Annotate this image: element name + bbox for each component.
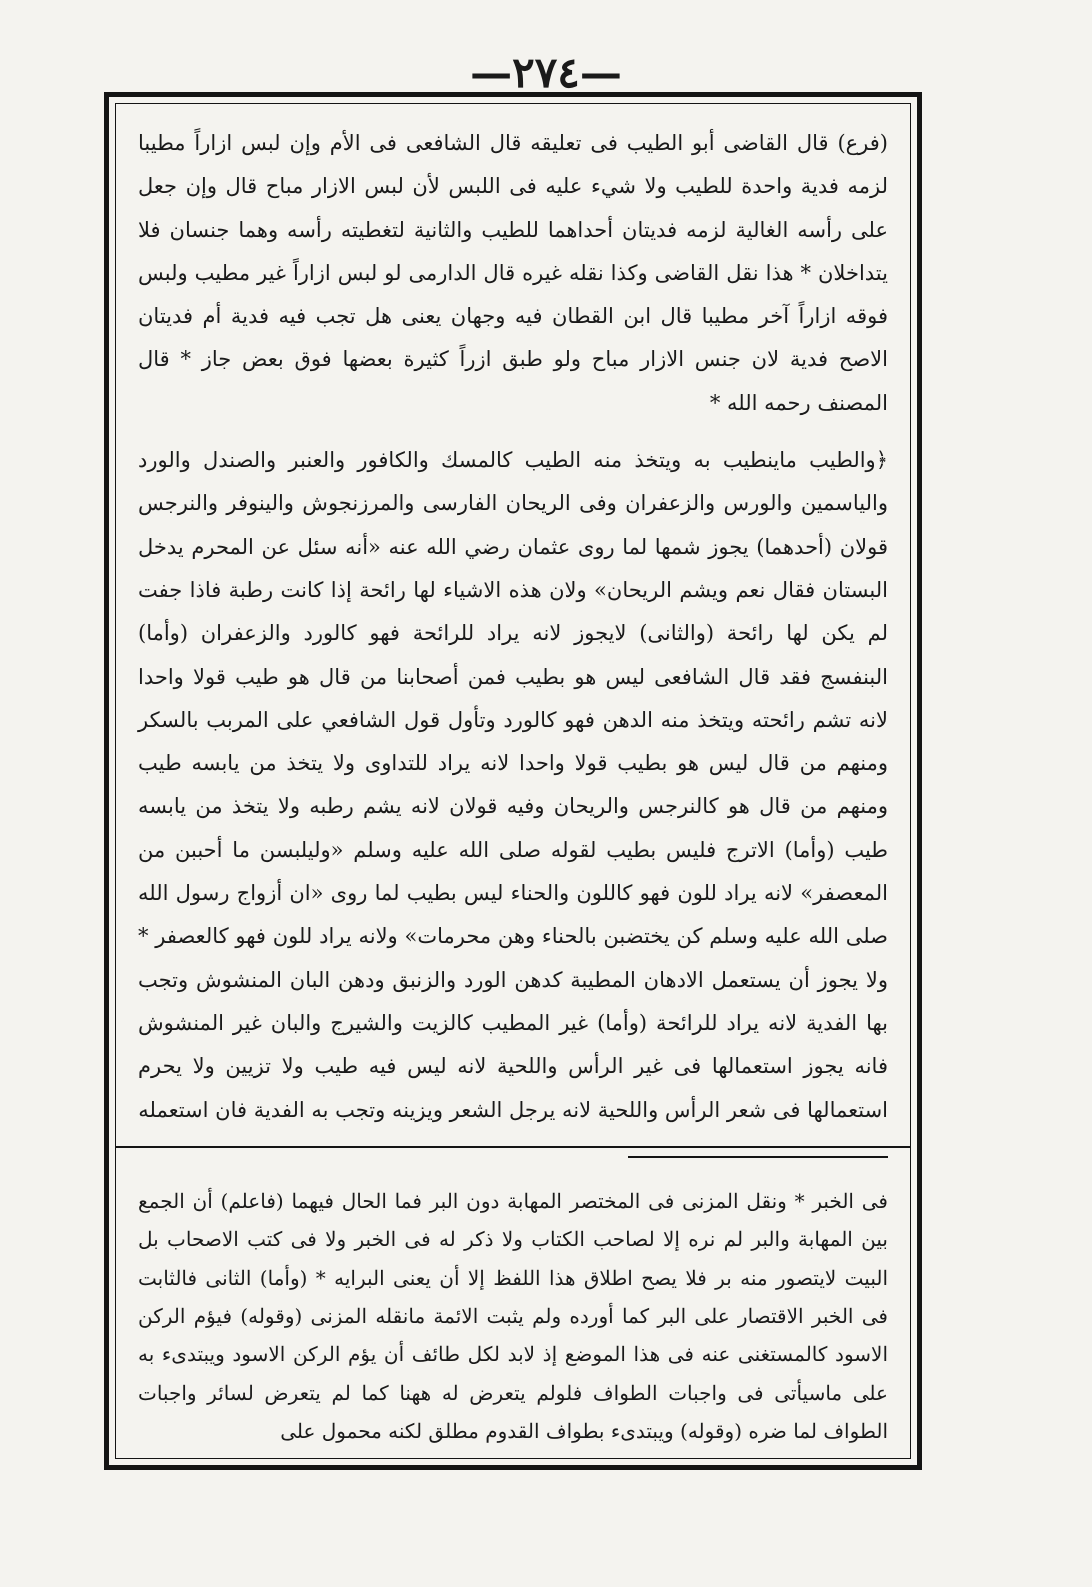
page-content: [115, 103, 911, 1459]
footnote-divider: [138, 1146, 888, 1172]
footnote-paragraph: فى الخبر * ونقل المزنى فى المختصر المهابة دون البر فما الحال فيهما (فاعلم) أن الجمع بين المهابة والبر لم نره إلا لصاحب الكتاب ولا ذكر له فى الخبر ولا فى كتب الاصحاب بل البيت لايتصور منه بر فلا يصح اطلاق هذا اللفظ إلا أن يعنى البرايه * (وأما) الثانى فالثابت فى الخبر الاقتصار على البر كما أورده ولم يثبت الائمة مانقله المزنى (وقوله) فيؤم الركن الاسود كالمستغنى عنه فى هذا الموضع إذ لابد لكل طائف أن يؤم الركن الاسود ويبتدىء به على ماسيأتى فى واجبات الطواف فلولم يتعرض له ههنا كما لم يتعرض لسائر واجبات الطواف لما ضره (وقوله) ويبتدىء بطواف القدوم مطلق لكنه محمول على: [138, 1188, 888, 1444]
divider-short-line: [628, 1156, 888, 1158]
main-paragraph-1: (فرع) قال القاضى أبو الطيب فى تعليقه قال الشافعى فى الأم وإن لبس ازاراً مطيبا لزمه فدية واحدة للطيب ولا شيء عليه فى اللبس لأن لبس الازار مباح قال وإن جعل على رأسه الغالية لزمه فديتان أحداهما للطيب والثانية لتغطيته رأسه وهما جنسان فلا يتداخلان * هذا نقل القاضى وكذا نقله غيره قال الدارمى لو لبس ازاراً غير مطيب ولبس فوقه ازاراً آخر مطيبا قال ابن القطان فيه وجهان يعنى هل تجب فيه فدية أم فديتان الاصح فدية لان جنس الازار مباح ولو طبق ازراً كثيرة بعضها فوق بعض جاز * قال المصنف رحمه الله *: [138, 131, 888, 415]
page-number: —٢٧٤—: [470, 48, 622, 97]
page-frame: [104, 92, 922, 1470]
divider-line: [116, 1146, 910, 1148]
main-paragraph-2: ﴿والطيب ماينطيب به ويتخذ منه الطيب كالمسك والكافور والعنبر والصندل والورد والياسمين والورس والزعفران وفى الريحان الفارسى والمرزنجوش والينوفر والنرجس قولان (أحدهما) يجوز شمها لما روى عثمان رضي الله عنه «أنه سئل عن المحرم يدخل البستان فقال نعم ويشم الريحان» ولان هذه الاشياء لها رائحة إذا كانت رطبة فاذا جفت لم يكن لها رائحة (والثانى) لايجوز لانه يراد للرائحة فهو كالورد والزعفران (وأما) البنفسج فقد قال الشافعى ليس هو بطيب فمن أصحابنا من قال هو طيب قولا واحدا لانه تشم رائحته ويتخذ منه الدهن فهو كالورد وتأول قول الشافعي على المربب بالسكر ومنهم من قال ليس هو بطيب قولا واحدا لانه يراد للتداوى ولا يتخذ من يابسه طيب ومنهم من قال هو كالنرجس والريحان وفيه قولان لانه يشم رطبه ولا يتخذ من يابسه طيب (وأما) الاترج فليس بطيب لقوله صلى الله عليه وسلم «وليلبسن ما أحببن من المعصفر» لانه يراد للون فهو كاللون والحناء ليس بطيب لما روى «ان أزواج رسول الله صلى الله عليه وسلم كن يختضبن بالحناء وهن محرمات» ولانه يراد للون فهو كالعصفر * ولا يجوز أن يستعمل الادهان المطيبة كدهن الورد والزنبق ودهن البان المنشوش وتجب بها الفدية لانه يراد للرائحة (وأما) غير المطيب كالزيت والشيرج والبان غير المنشوش فانه يجوز استعمالها فى غير الرأس واللحية لانه ليس فيه طيب ولا تزيين ولا يحرم استعمالها فى شعر الرأس واللحية لانه يرجل الشعر ويزينه وتجب به الفدية فان استعمله: [138, 448, 888, 1122]
main-text: [138, 122, 888, 1132]
footnotes: [138, 1182, 888, 1451]
